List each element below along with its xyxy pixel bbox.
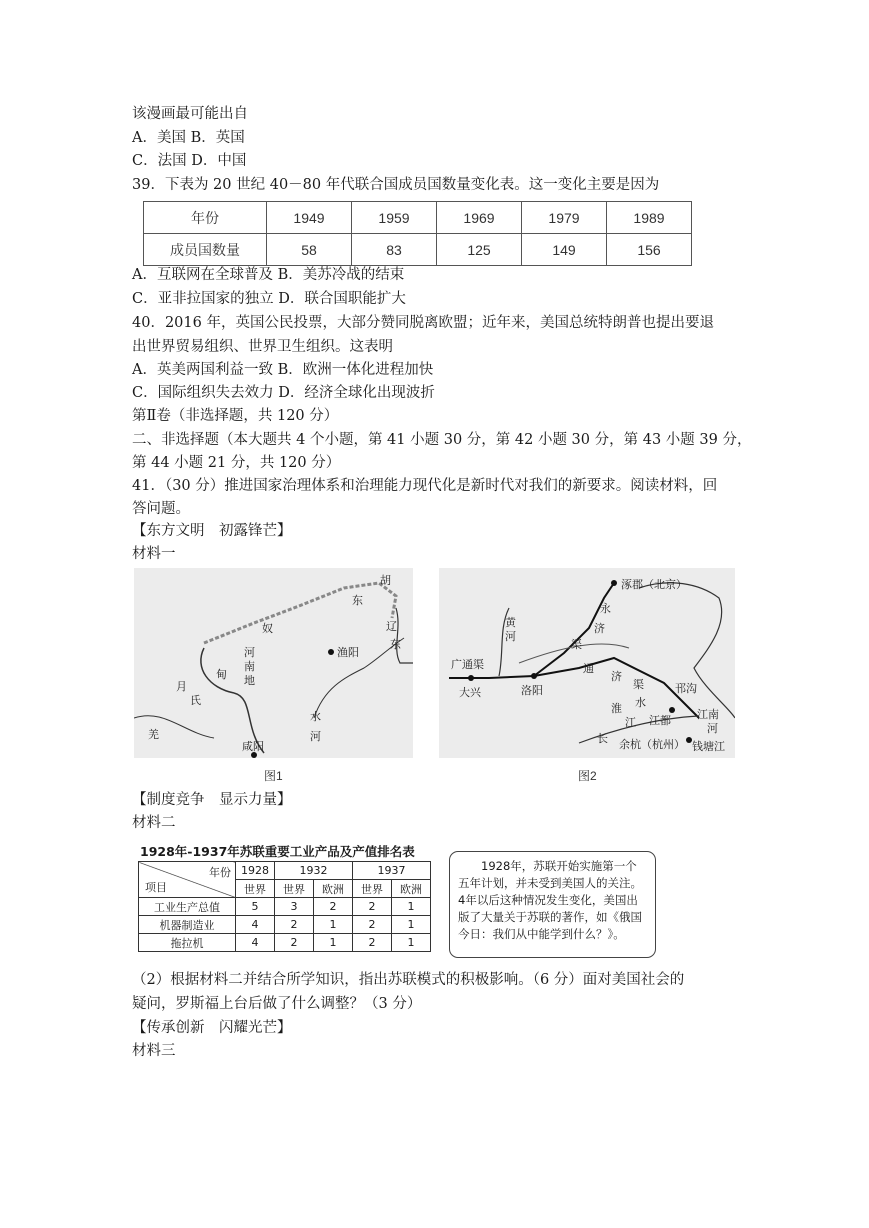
- material2-table-title: 1928年-1937年苏联重要工业产品及产值排名表: [140, 844, 415, 859]
- subsection-heading: 【制度竞争 显示力量】: [132, 792, 292, 808]
- text-line: 答问题。: [132, 501, 190, 517]
- map-label: 济: [594, 622, 605, 635]
- header-year: 年份: [209, 866, 231, 879]
- map-figure-2: [439, 568, 735, 758]
- map-label: 月: [176, 680, 187, 693]
- map-label: 河: [707, 722, 718, 735]
- table-cell: 3: [275, 898, 314, 916]
- map-label: 氏: [190, 694, 201, 707]
- row-name: 工业生产总值: [139, 898, 236, 916]
- map-label: 咸阳: [242, 740, 264, 753]
- map-label: 渠: [633, 678, 644, 691]
- map-label: 黄: [505, 616, 516, 629]
- table-cell: 1: [314, 934, 353, 952]
- option-line: A．美国 B．英国: [132, 130, 245, 146]
- map-label: 济: [611, 670, 622, 683]
- map-label: 河: [244, 646, 255, 659]
- table-cell: 2: [353, 898, 392, 916]
- table-cell: 2: [275, 916, 314, 934]
- option-line: C．国际组织失去效力 D．经济全球化出现波折: [132, 385, 435, 401]
- figure-caption: 图1: [264, 769, 283, 783]
- table-cell: 1: [314, 916, 353, 934]
- map-label: 广通渠: [451, 658, 484, 671]
- map-label: 淮: [611, 702, 622, 715]
- table-cell: 年份: [144, 202, 267, 234]
- table-cell: 4: [236, 934, 275, 952]
- map-label: 钱塘江: [692, 740, 725, 753]
- material-label: 材料一: [132, 546, 176, 562]
- text-line: 第 44 小题 21 分，共 120 分）: [132, 455, 341, 471]
- map-label: 羌: [148, 728, 159, 741]
- table-cell: 2: [353, 934, 392, 952]
- map-label: 江南: [697, 708, 719, 721]
- map-label: 河: [310, 730, 321, 743]
- section-heading: 第Ⅱ卷（非选择题，共 120 分）: [132, 408, 339, 424]
- map-1-graphic: [134, 568, 413, 758]
- option-line: A．互联网在全球普及 B．美苏冷战的结束: [132, 267, 405, 283]
- diagonal-header-cell: [139, 862, 236, 898]
- map-label: 甸: [216, 668, 227, 681]
- table-cell: 83: [352, 234, 437, 266]
- text-line: 该漫画最可能出自: [132, 106, 248, 122]
- map-label: 水: [635, 696, 646, 709]
- table-cell: 2: [353, 916, 392, 934]
- table-cell: 1959: [352, 202, 437, 234]
- figure-caption: 图2: [578, 769, 597, 783]
- map-label: 胡: [380, 574, 391, 587]
- soviet-industry-table: [138, 861, 431, 952]
- table-cell: 1: [392, 934, 431, 952]
- text-line: 出世界贸易组织、世界卫生组织。这表明: [132, 339, 393, 355]
- map-label: 水: [310, 710, 321, 723]
- subhead-cell: 世界: [275, 880, 314, 898]
- question-39: 39．下表为 20 世纪 40－80 年代联合国成员国数量变化表。这一变化主要是因为: [132, 177, 660, 193]
- map-label: 东: [352, 594, 363, 607]
- map-label: 洛阳: [521, 684, 543, 697]
- map-label: 地: [244, 674, 255, 687]
- table-cell: 149: [522, 234, 607, 266]
- year-cell: 1937: [353, 862, 431, 880]
- map-label: 江: [625, 716, 636, 729]
- map-2-graphic: [439, 568, 735, 758]
- subsection-heading: 【传承创新 闪耀光芒】: [132, 1020, 292, 1036]
- material-label: 材料三: [132, 1043, 176, 1059]
- option-line: C．亚非拉国家的独立 D．联合国职能扩大: [132, 291, 406, 307]
- table-cell: 58: [267, 234, 352, 266]
- map-label: 南: [244, 660, 255, 673]
- table-cell: 1: [392, 916, 431, 934]
- subhead-cell: 欧洲: [392, 880, 431, 898]
- map-label: 永: [600, 602, 611, 615]
- table-cell: 1949: [267, 202, 352, 234]
- table-cell: 1: [392, 898, 431, 916]
- year-cell: 1928: [236, 862, 275, 880]
- text-line: 二、非选择题（本大题共 4 个小题，第 41 小题 30 分，第 42 小题 30 分，第 43 小题 39 分，: [132, 432, 752, 448]
- subhead-cell: 世界: [353, 880, 392, 898]
- map-label: 通: [583, 662, 594, 675]
- table-cell: 成员国数量: [144, 234, 267, 266]
- material2-note-box: 1928年，苏联开始实施第一个五年计划，并未受到美国人的关注。4年以后这种情况发生变化，美国出版了大量关于苏联的著作，如《俄国今日：我们从中能学到什么？》。: [449, 851, 656, 958]
- question-line: （2）根据材料二并结合所学知识，指出苏联模式的积极影响。（6 分）面对美国社会的: [132, 972, 685, 988]
- table-cell: 125: [437, 234, 522, 266]
- table-cell: 1979: [522, 202, 607, 234]
- map-label: 奴: [262, 622, 273, 635]
- map-label: 辽: [386, 620, 397, 633]
- map-label: 渠: [571, 638, 582, 651]
- map-label: 余杭（杭州）: [619, 738, 685, 751]
- table-cell: 5: [236, 898, 275, 916]
- map-label: 江都: [649, 714, 671, 727]
- table-cell: 156: [607, 234, 692, 266]
- map-label: 邗沟: [675, 682, 697, 695]
- option-line: C．法国 D．中国: [132, 153, 247, 169]
- table-cell: 2: [275, 934, 314, 952]
- table-cell: 2: [314, 898, 353, 916]
- row-name: 拖拉机: [139, 934, 236, 952]
- map-label: 渔阳: [337, 646, 359, 659]
- material-label: 材料二: [132, 815, 176, 831]
- un-members-table: [143, 201, 692, 266]
- map-label: 河: [505, 630, 516, 643]
- subhead-cell: 欧洲: [314, 880, 353, 898]
- table-cell: 4: [236, 916, 275, 934]
- year-cell: 1932: [275, 862, 353, 880]
- question-line: 疑问，罗斯福上台后做了什么调整？（3 分）: [132, 996, 422, 1012]
- table-cell: 1969: [437, 202, 522, 234]
- option-line: A．英美两国利益一致 B．欧洲一体化进程加快: [132, 362, 434, 378]
- question-41: 41．（30 分）推进国家治理体系和治理能力现代化是新时代对我们的新要求。阅读材料，回: [132, 478, 718, 494]
- map-label: 长: [597, 732, 608, 745]
- row-name: 机器制造业: [139, 916, 236, 934]
- subsection-heading: 【东方文明 初露锋芒】: [132, 523, 292, 539]
- subhead-cell: 世界: [236, 880, 275, 898]
- map-label: 东: [390, 638, 401, 651]
- map-label: 大兴: [459, 686, 481, 699]
- question-40: 40．2016 年，英国公民投票，大部分赞同脱离欧盟；近年来，美国总统特朗普也提出要退: [132, 315, 714, 331]
- table-cell: 1989: [607, 202, 692, 234]
- map-figure-1: [134, 568, 413, 758]
- map-label: 涿郡（北京）: [621, 578, 687, 591]
- header-item: 项目: [145, 881, 167, 894]
